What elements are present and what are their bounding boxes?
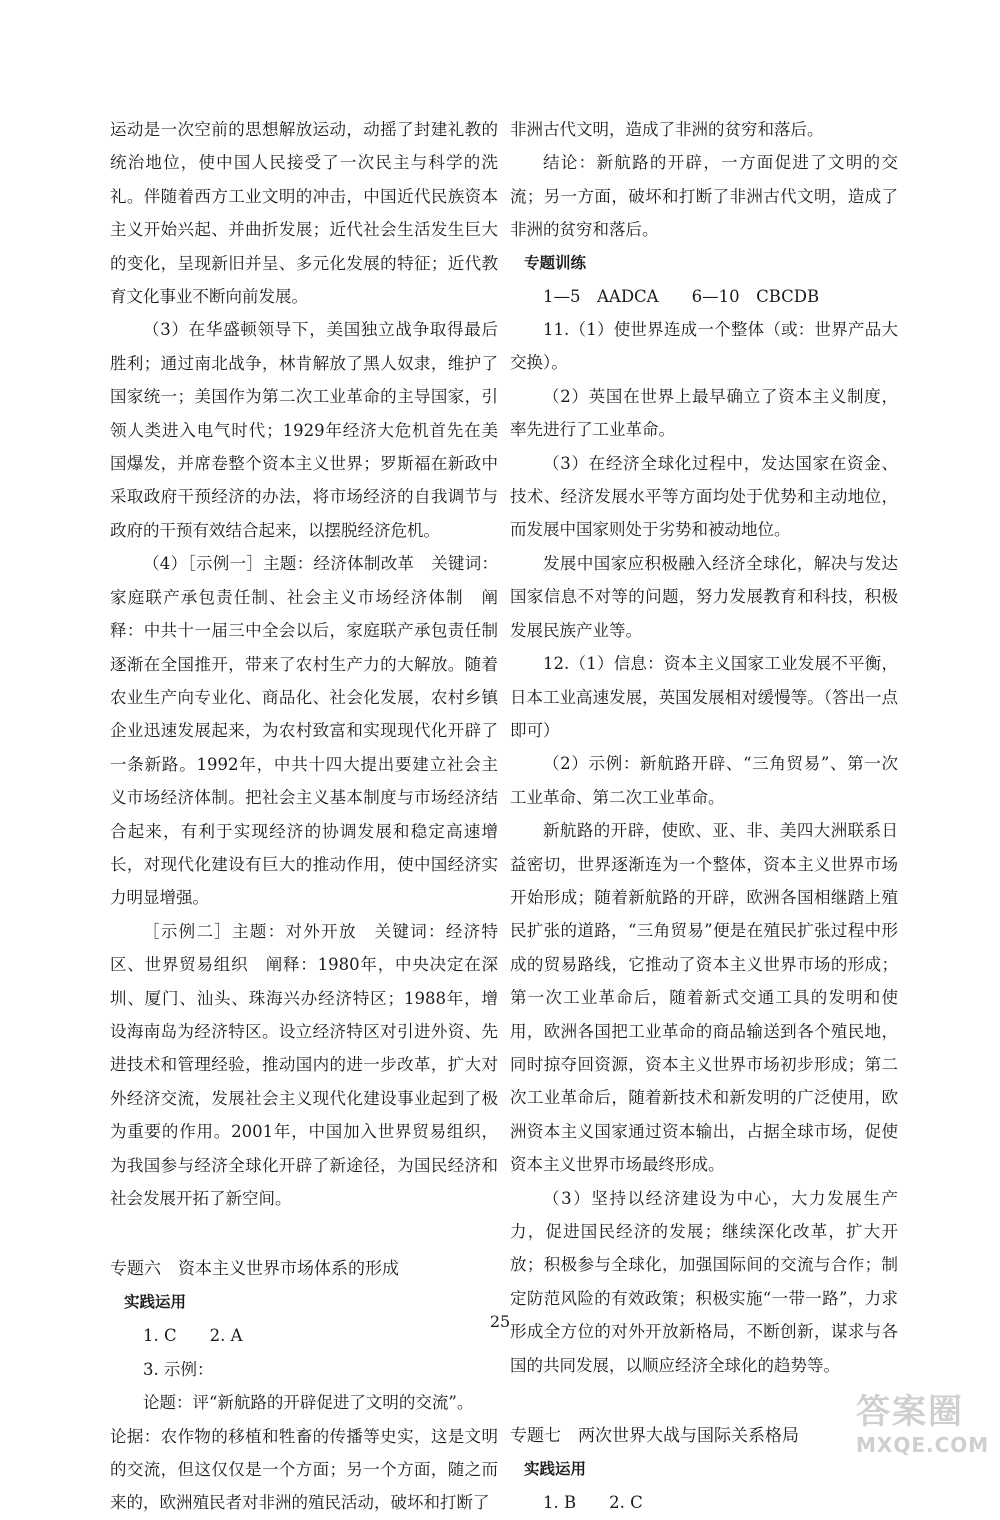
page-number: 25 bbox=[489, 1312, 511, 1331]
subheading-training: 专题训练 bbox=[524, 253, 587, 272]
left-paragraph-5: 论题：评“新航路的开辟促进了文明的交流”。 bbox=[143, 1393, 474, 1413]
subheading-practice: 实践运用 bbox=[524, 1460, 587, 1479]
subheading-practice: 实践运用 bbox=[124, 1293, 187, 1312]
right-paragraph-4: （2）英国在世界上最早确立了资本主义制度，率先进行了工业革命。 bbox=[510, 386, 898, 440]
section-heading-7: 专题七 两次世界大战与国际关系格局 bbox=[510, 1426, 799, 1447]
left-column bbox=[110, 113, 498, 1520]
section-heading-6: 专题六 资本主义世界市场体系的形成 bbox=[110, 1259, 399, 1280]
answers-line: 1. C 2. A bbox=[143, 1326, 243, 1346]
answers-line: 1—5 AADCA 6—10 CBCDB bbox=[543, 286, 820, 306]
watermark-logo bbox=[856, 1392, 990, 1466]
right-paragraph-8: （2）示例：新航路开辟、“三角贸易”、第一次工业革命、第二次工业革命。 bbox=[510, 754, 898, 807]
right-paragraph-5: （3）在经济全球化过程中，发达国家在资金、技术、经济发展水平等方面均处于优势和主动地位，而发展中国家则处于劣势和被动地位。 bbox=[510, 453, 898, 540]
right-paragraph-7: 12.（1）信息：资本主义国家工业发展不平衡，日本工业高速发展，英国发展相对缓慢等。（答出一点即可） bbox=[510, 654, 898, 740]
right-column bbox=[510, 113, 898, 1519]
right-paragraph-10: （3）坚持以经济建设为中心，大力发展生产力，促进国民经济的发展；继续深化改革，扩大开放；积极参与全球化，加强国际间的交流与合作；制定防范风险的有效政策；积极实施“一带一路”，力求形成全方位的对外开放新格局，不断创新，谋求与各国的共同发展，以顺应经济全球化的趋势等。 bbox=[510, 1188, 898, 1375]
answers-line: 1. B 2. C bbox=[543, 1493, 643, 1513]
right-paragraph-3: 11.（1）使世界连成一个整体（或：世界产品大交换）。 bbox=[510, 320, 898, 373]
watermark-logo-url: MXQE.COM bbox=[856, 1433, 990, 1457]
left-paragraph-1: 运动是一次空前的思想解放运动，动摇了封建礼教的统治地位，使中国人民接受了一次民主与科学的洗礼。伴随着西方工业文明的冲击，中国近代民族资本主义开始兴起、并曲折发展；近代社会生活发生巨大的变化，呈现新旧并呈、多元化发展的特征；近代教育文化事业不断向前发展。 bbox=[110, 120, 498, 307]
left-paragraph-3: （4）［示例一］主题：经济体制改革 关键词：家庭联产承包责任制、社会主义市场经济体制 阐释：中共十一届三中全会以后，家庭联产承包责任制逐渐在全国推开，带来了农村生产力的大解放。随着农业生产向专业化、商品化、社会化发展，农村乡镇企业迅速发展起来，为农村致富和实现现代化开辟了一条新路。1992年，中共十四大提出要建立社会主义市场经济体制。把社会主义基本制度与市场经济结合起来，有利于实现经济的协调发展和稳定高速增长，对现代化建设有巨大的推动作用，使中国经济实力明显增强。 bbox=[110, 554, 498, 908]
right-paragraph-1: 非洲古代文明，造成了非洲的贫穷和落后。 bbox=[510, 120, 824, 139]
example-line: 3. 示例： bbox=[143, 1359, 214, 1379]
left-paragraph-2: （3）在华盛顿领导下，美国独立战争取得最后胜利；通过南北战争，林肯解放了黑人奴隶，维护了国家统一；美国作为第二次工业革命的主导国家，引领人类进入电气时代；1929年经济大危机首先在美国爆发，并席卷整个资本主义世界；罗斯福在新政中采取政府干预经济的办法，将市场经济的自我调节与政府的干预有效结合起来，以摆脱经济危机。 bbox=[110, 320, 498, 540]
left-paragraph-6: 论据：农作物的移植和牲畜的传播等史实，这是文明的交流，但这仅仅是一个方面；另一个方面，随之而来的，欧洲殖民者对非洲的殖民活动，破坏和打断了 bbox=[110, 1426, 498, 1513]
watermark-logo-title: 答案圈 bbox=[856, 1392, 964, 1432]
right-paragraph-9: 新航路的开辟，使欧、亚、非、美四大洲联系日益密切，世界逐渐连为一个整体，资本主义世界市场开始形成；随着新航路的开辟，欧洲各国相继踏上殖民扩张的道路，“三角贸易”便是在殖民扩张过程中形成的贸易路线，它推动了资本主义世界市场的形成；第一次工业革命后，随着新式交通工具的发明和使用，欧洲各国把工业革命的商品输送到各个殖民地，同时掠夺回资源，资本主义世界市场初步形成；第二次工业革命后，随着新技术和新发明的广泛使用，欧洲资本主义国家通过资本输出，占据全球市场，促使资本主义世界市场最终形成。 bbox=[510, 821, 898, 1175]
right-paragraph-6: 发展中国家应积极融入经济全球化，解决与发达国家信息不对等的问题，努力发展教育和科技，积极发展民族产业等。 bbox=[510, 553, 898, 640]
right-paragraph-2: 结论：新航路的开辟，一方面促进了文明的交流；另一方面，破坏和打断了非洲古代文明，造成了非洲的贫穷和落后。 bbox=[510, 153, 898, 240]
left-paragraph-4: ［示例二］主题：对外开放 关键词：经济特区、世界贸易组织 阐释：1980年，中央决定在深圳、厦门、汕头、珠海兴办经济特区；1988年，增设海南岛为经济特区。设立经济特区对引进外资、先进技术和管理经验，推动国内的进一步改革，扩大对外经济交流，发展社会主义现代化建设事业起到了极为重要的作用。2001年，中国加入世界贸易组织，为我国参与经济全球化开辟了新途径，为国民经济和社会发展开拓了新空间。 bbox=[110, 921, 498, 1208]
